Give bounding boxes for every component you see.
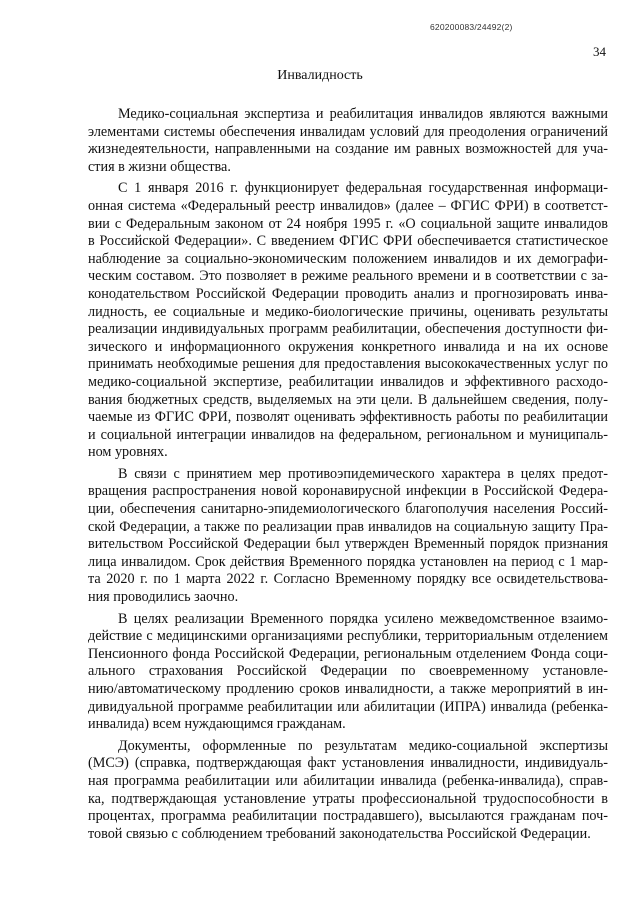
text-line: В целях реализации Временного порядка усилено межведомственное взаимо- bbox=[118, 610, 608, 627]
text-line: ции, обеспечения санитарно-эпидемиологического благополучия населения Россий- bbox=[88, 501, 608, 518]
body-text bbox=[88, 106, 608, 847]
text-line: вительством Российской Федерации был утвержден Временный порядок признания bbox=[88, 536, 608, 553]
paragraph bbox=[88, 738, 608, 844]
text-line: зического и информационного окружения конкретного инвалида и на их основе bbox=[88, 338, 608, 355]
text-line: медико-социальной экспертизе, реабилитации инвалидов и эффективного расходо- bbox=[88, 373, 608, 390]
text-line: ального страхования Российской Федерации по своевременному установле- bbox=[88, 663, 608, 680]
text-line: жизнедеятельности, направленными на создание им равных возможностей для уча- bbox=[88, 141, 608, 158]
text-line: и социальной интеграции инвалидов на федеральном, региональном и муниципаль- bbox=[88, 426, 608, 443]
text-line: процентах, программа реабилитации пострадавшего), высылаются гражданам поч- bbox=[88, 808, 608, 825]
text-line: вии с Федеральным законом от 24 ноября 1995 г. «О социальной защите инвалидов bbox=[88, 215, 608, 232]
text-line: наблюдение за социально-экономическим положением инвалидов и их демографи- bbox=[88, 250, 608, 267]
text-line: действие с медицинскими организациями республики, территориальным отделением bbox=[88, 628, 608, 645]
text-line: С 1 января 2016 г. функционирует федеральная государственная информаци- bbox=[118, 180, 608, 197]
text-line: нию/автоматическому продлению сроков инвалидности, а также мероприятий в ин- bbox=[88, 681, 608, 697]
text-line: вращения распространения новой коронавирусной инфекции в Российской Федера- bbox=[88, 483, 608, 500]
text-line: принимать необходимые решения для предоставления высококачественных услуг по bbox=[88, 356, 608, 373]
text-line: ния проводились заочно. bbox=[88, 589, 239, 606]
paragraph bbox=[88, 180, 608, 462]
text-line: товой связью с соблюдением требований законодательства Российской Федерации. bbox=[88, 825, 591, 842]
text-line: ка, подтверждающая установление утраты профессиональной трудоспособности в bbox=[88, 790, 608, 807]
text-line: вания бюджетных средств, выделяемых на эти цели. В дальнейшем сведения, полу- bbox=[88, 391, 608, 408]
text-line: чаемые из ФГИС ФРИ, позволят оценивать эффективность работы по реабилитации bbox=[88, 409, 608, 426]
text-line: В связи с принятием мер противоэпидемического характера в целях предот- bbox=[118, 465, 608, 482]
text-line: элементами системы обеспечения инвалидам условий для преодоления ограничений bbox=[88, 123, 608, 140]
text-line: Медико-социальная экспертиза и реабилитация инвалидов являются важными bbox=[118, 106, 608, 122]
text-line: реализации индивидуальных программ реабилитации, обеспечения доступности фи- bbox=[88, 321, 608, 338]
paragraph bbox=[88, 106, 608, 176]
text-line: ная программа реабилитации или абилитации инвалида (ребенка-инвалида), справ- bbox=[88, 772, 608, 789]
text-line: та 2020 г. по 1 марта 2022 г. Согласно Временному порядку все освидетельствова- bbox=[88, 571, 608, 588]
text-line: Пенсионного фонда Российской Федерации, региональным отделением Фонда соци- bbox=[88, 645, 608, 662]
text-line: дивидуальной программе реабилитации или абилитации (ИПРА) инвалида (ребенка- bbox=[88, 698, 608, 715]
text-line: Документы, оформленные по результатам медико-социальной экспертизы bbox=[118, 737, 608, 754]
text-line: ческим составом. Это позволяет в режиме реального времени и в соответствии с за- bbox=[88, 268, 608, 285]
paragraph bbox=[88, 466, 608, 607]
paragraph bbox=[88, 611, 608, 734]
text-line: в Российской Федерации». С введением ФГИС ФРИ обеспечивается статистическое bbox=[88, 233, 608, 250]
text-line: инвалида) всем нуждающимся гражданам. bbox=[88, 716, 346, 733]
page-title: Инвалидность bbox=[277, 68, 363, 83]
page-number: 34 bbox=[593, 44, 606, 59]
text-line: лица инвалидом. Срок действия Временного порядка установлен на период с 1 мар- bbox=[88, 553, 608, 570]
text-line: ской Федерации, а также по реализации прав инвалидов на социальную защиту Пра- bbox=[88, 518, 608, 535]
text-line: (МСЭ) (справка, подтверждающая факт установления инвалидности, индивидуаль- bbox=[88, 755, 608, 772]
document-id: 620200083/24492(2) bbox=[430, 22, 513, 32]
text-line: стия в жизни общества. bbox=[88, 158, 231, 175]
text-line: ном уровнях. bbox=[88, 444, 168, 461]
text-line: конодательством Российской Федерации проводить анализ и прогнозировать инва- bbox=[88, 285, 608, 302]
text-line: онная система «Федеральный реестр инвалидов» (далее – ФГИС ФРИ) в соответст- bbox=[88, 197, 608, 214]
text-line: лидность, ее социальные и медико-биологические причины, оценивать результаты bbox=[88, 303, 608, 320]
